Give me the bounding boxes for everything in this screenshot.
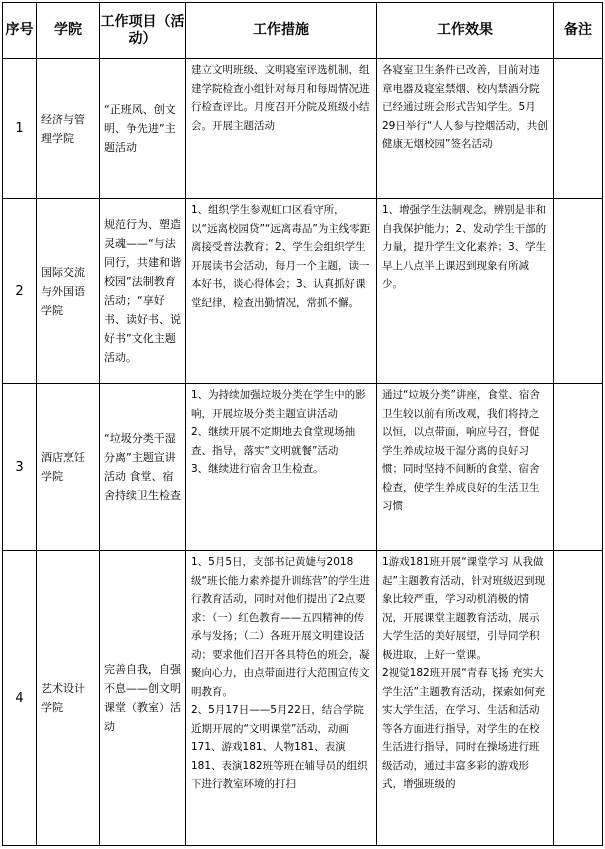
header-project: 工作项目（活动） [100,3,186,59]
measures-cell [186,199,377,384]
effect-cell [377,384,554,551]
header-no: 序号 [3,3,37,59]
measures-cell [186,59,377,199]
remark-cell [554,199,603,384]
remark-cell [554,384,603,551]
effect-cell [377,199,554,384]
measures-item: 1、为持续加强垃圾分类在学生中的影响，开展垃圾分类主题宣讲活动 [191,389,366,420]
college-name: 国际交流与外国语学院 [37,199,100,384]
effect-text: 通过“垃圾分类”讲座，食堂、宿舍卫生较以前有所改观，我们将持之以恒，以点带面，响应号召，督促学生养成垃圾干湿分离的良好习惯；同时坚持不间断的食堂、宿舍检查，使学生养成良好的生活卫生习惯 [382,389,540,512]
row-number: 2 [3,199,37,384]
effect-text: 1、增强学生法制观念，辨别是非和自我保护能力；2、发动学生干部的力量，提升学生文化素养；3、学生早上八点半上课迟到现象有所减少。 [382,204,547,290]
college-name: 经济与管理学院 [37,59,100,199]
college-name: 酒店烹饪学院 [37,384,100,551]
measures-text: 建立文明班级、文明寝室评选机制，组建学院检查小组针对每月和每周情况进行检查评比。月度召开分院及班级小结会。开展主题活动 [191,64,370,132]
effect-text: 各寝室卫生条件已改善，目前对违章电器及寝室禁烟、校内禁酒分院已经通过班会形式告知学生。5月29日举行“人人参与控烟活动，共创健康无烟校园”签名活动 [382,64,548,150]
table-row [3,551,603,846]
work-table [2,2,603,846]
header-row [3,3,603,59]
table-row [3,59,603,199]
row-number: 3 [3,384,37,551]
effect-clip [382,553,548,843]
measures-item: 2、继续开展不定期地去食堂现场抽查、指导，落实“文明就餐”活动 [191,426,356,457]
effect-item: 1游戏181班开展“课堂学习 从我做起”主题教育活动，针对班级迟到现象比较严重，学习动机消极的情况，开展课堂主题教育活动，展示大学生活的美好展望，引导同学积极进取，上好一堂课。 [382,556,545,661]
row-number: 4 [3,551,37,846]
project-name: “正班风、创文明、争先进”主题活动 [100,59,186,199]
project-name: “垃圾分类干湿分离”主题宣讲活动 食堂、宿舍持续卫生检查 [100,384,186,551]
effect-item: 2视觉182班开展“青春飞扬 充实大学生活”主题教育活动，探索如何充实大学生活，在学习、生活和活动等各方面进行指导，对学生的在校生活进行指导，同时在操场进行班级活动，通过丰富多彩的游戏形式，增强班级的 [382,667,545,790]
header-effect: 工作效果 [377,3,554,59]
effect-cell [377,551,554,846]
measures-item: 3、继续进行宿舍卫生检查。 [191,463,324,475]
remark-cell [554,551,603,846]
table-row [3,199,603,384]
measures-cell [186,551,377,846]
row-number: 1 [3,59,37,199]
measures-item: 2、5月17日——5月22日，结合学院近期开展的“文明课堂”活动，动画171、游戏181、人物181、表演181、表演182班等班在辅导员的组织下进行教室环境的打扫 [191,704,368,790]
remark-cell [554,59,603,199]
header-college: 学院 [37,3,100,59]
measures-clip [191,553,371,843]
college-name: 艺术设计学院 [37,551,100,846]
effect-cell [377,59,554,199]
project-name: 完善自我，自强不息——创文明课堂（教室）活动 [100,551,186,846]
project-name: 规范行为、塑造灵魂——“与法同行，共建和谐校园”法制教育活动；“享好书、读好书、说好书”文化主题活动。 [100,199,186,384]
measures-cell [186,384,377,551]
measures-item: 1、5月5日，支部书记黄婕与2018级“班长能力素养提升训练营”的学生进行教育活动，同时对他们提出了2点要求：（一）红色教育——五四精神的传承与发扬；（二）各班开展文明建设活动；要求他们召开各具特色的班会，凝聚向心力，由点带面进行大范围宣传文明教育。 [191,556,370,698]
table-row [3,384,603,551]
header-measures: 工作措施 [186,3,377,59]
measures-text: 1、组织学生参观虹口区看守所，以“远离校园贷”“远离毒品”为主线零距离接受普法教育；2、学生会组织学生开展读书会活动，每月一个主题，读一本好书，谈心得体会；3、认真抓好课堂纪律，检查出勤情况，常抓不懈。 [191,204,371,309]
header-remark: 备注 [554,3,603,59]
